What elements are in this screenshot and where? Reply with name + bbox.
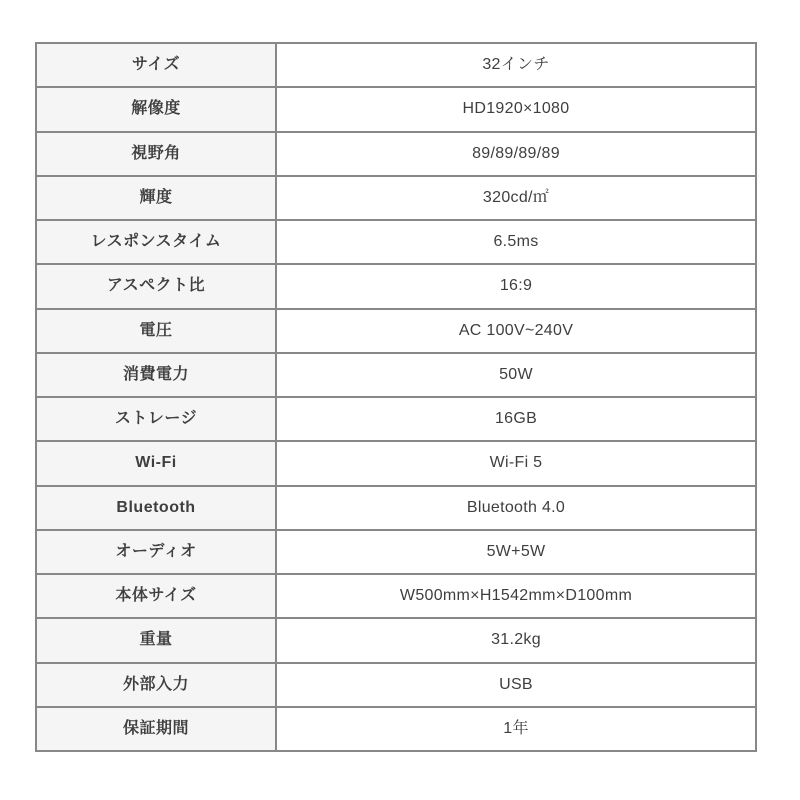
table-row: [36, 264, 756, 308]
spec-label: アスペクト比: [36, 264, 276, 308]
spec-value: 31.2kg: [276, 618, 756, 662]
table-row: [36, 530, 756, 574]
table-row: [36, 486, 756, 530]
spec-value: USB: [276, 663, 756, 707]
table-row: [36, 353, 756, 397]
table-row: [36, 707, 756, 751]
table-row: [36, 132, 756, 176]
spec-value: 32インチ: [276, 43, 756, 87]
spec-value: 320cd/㎡: [276, 176, 756, 220]
table-row: [36, 309, 756, 353]
spec-value: Wi-Fi 5: [276, 441, 756, 485]
spec-value: 89/89/89/89: [276, 132, 756, 176]
spec-label: 電圧: [36, 309, 276, 353]
spec-label: 本体サイズ: [36, 574, 276, 618]
table-row: [36, 441, 756, 485]
spec-value: 6.5ms: [276, 220, 756, 264]
spec-value: 1年: [276, 707, 756, 751]
spec-value: Bluetooth 4.0: [276, 486, 756, 530]
table-row: [36, 574, 756, 618]
spec-label: 保証期間: [36, 707, 276, 751]
spec-label: 消費電力: [36, 353, 276, 397]
spec-value: 16:9: [276, 264, 756, 308]
spec-value: 50W: [276, 353, 756, 397]
table-row: [36, 43, 756, 87]
spec-label: 輝度: [36, 176, 276, 220]
spec-label: レスポンスタイム: [36, 220, 276, 264]
spec-value: AC 100V~240V: [276, 309, 756, 353]
spec-value: W500mm×H1542mm×D100mm: [276, 574, 756, 618]
spec-label: Wi-Fi: [36, 441, 276, 485]
spec-table: [35, 42, 757, 752]
spec-value: HD1920×1080: [276, 87, 756, 131]
spec-label: 重量: [36, 618, 276, 662]
spec-label: サイズ: [36, 43, 276, 87]
spec-table-body: [36, 43, 756, 751]
spec-label: 解像度: [36, 87, 276, 131]
spec-label: 外部入力: [36, 663, 276, 707]
table-row: [36, 397, 756, 441]
table-row: [36, 220, 756, 264]
spec-label: オーディオ: [36, 530, 276, 574]
table-row: [36, 618, 756, 662]
spec-value: 16GB: [276, 397, 756, 441]
table-row: [36, 176, 756, 220]
spec-label: ストレージ: [36, 397, 276, 441]
table-row: [36, 663, 756, 707]
spec-label: Bluetooth: [36, 486, 276, 530]
table-row: [36, 87, 756, 131]
spec-label: 視野角: [36, 132, 276, 176]
spec-value: 5W+5W: [276, 530, 756, 574]
